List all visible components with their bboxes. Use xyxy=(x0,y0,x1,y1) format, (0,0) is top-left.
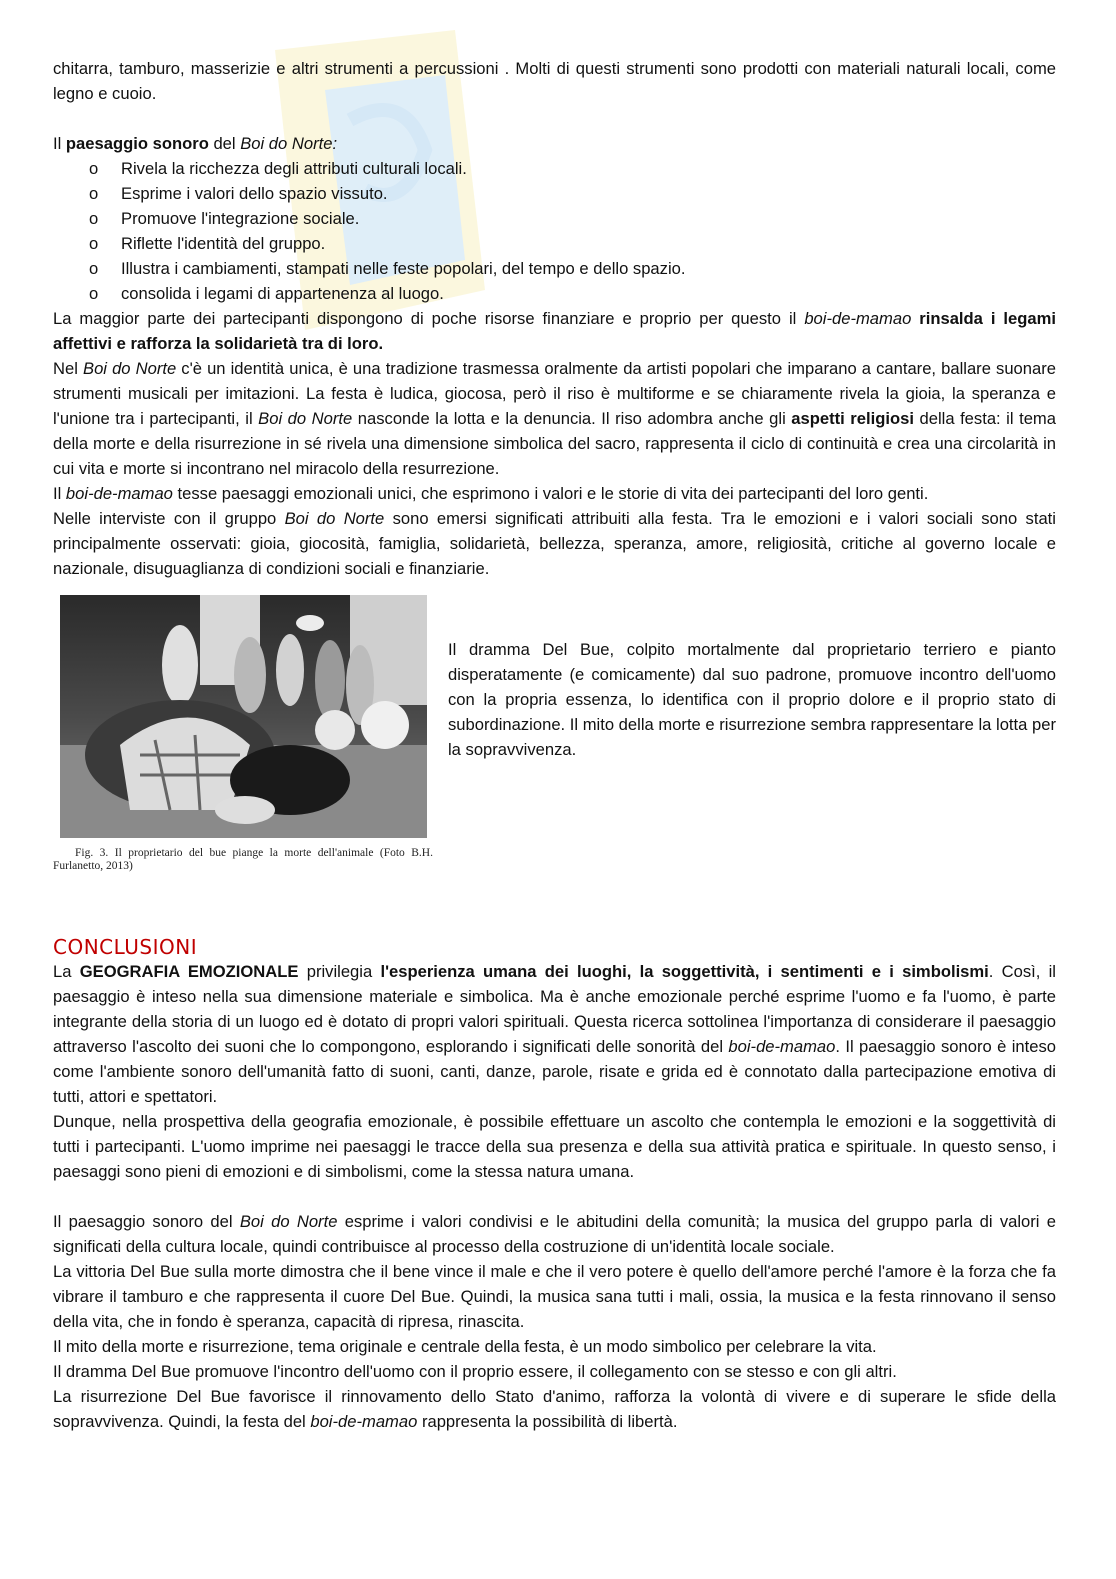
heading-conclusioni: CONCLUSIONI xyxy=(53,935,198,959)
list-item: o Illustra i cambiamenti, stampati nelle feste popolari, del tempo e dello spazio. xyxy=(89,259,686,278)
list-item: o Rivela la ricchezza degli attributi culturali locali. xyxy=(89,159,467,178)
paragraph-mito: Il mito della morte e risurrezione, tema originale e centrale della festa, è un modo simbolico per celebrare la vita. xyxy=(53,1337,877,1356)
figure-side-text: Il dramma Del Bue, colpito mortalmente dal proprietario terriero e pianto disperatamente (e comicamente) dal suo padrone, promuove incontro dell'uomo con la propria essenza, lo identifica con il proprio dolore e il proprio stato di subordinazione. Il mito della morte e risurrezione sembra rappresentare la lotta per la sopravvivenza. xyxy=(448,640,1056,759)
paragraph-paesaggio-sonoro: Il paesaggio sonoro del Boi do Norte esprime i valori condivisi e le abitudini della comunità; la musica del gruppo parla di valori e significati della cultura locale, quindi contribuisce al processo della costruzione di un'identità locale sociale. xyxy=(53,1212,1056,1256)
list-item: o consolida i legami di appartenenza al luogo. xyxy=(89,284,444,303)
paragraph-vittoria: La vittoria Del Bue sulla morte dimostra che il bene vince il male e che il vero potere è quello dell'amore perché l'amore è la forza che fa vibrare il tamburo e che rappresenta il cuore Del Bue. Quindi, la musica sana tutti i mali, ossia, la musica e la festa rinnovano il senso della vita, che in fondo è speranza, capacità di ripresa, rinascita. xyxy=(53,1262,1056,1331)
photo-boi-de-mamao xyxy=(60,595,427,838)
bullet-list xyxy=(53,156,1056,306)
paragraph-interviste: Nelle interviste con il gruppo Boi do Norte sono emersi significati attribuiti alla festa. Tra le emozioni e i valori sociali sono stati principalmente osservati: gioia, giocosità, famiglia, solidarietà, bellezza, speranza, amore, religiosità, critiche al governo locale e nazionale, disuguaglianza di condizioni sociali e finanziarie. xyxy=(53,509,1056,578)
figure-caption: Fig. 3. Il proprietario del bue piange la morte dell'animale (Foto B.H. Furlanetto, 2013) xyxy=(53,847,433,872)
paragraph-dramma: Il dramma Del Bue promuove l'incontro dell'uomo con il proprio essere, il collegamento con se stesso e con gli altri. xyxy=(53,1362,897,1381)
paragraph-risorse: La maggior parte dei partecipanti dispongono di poche risorse finanziare e proprio per questo il boi-de-mamao rinsalda i legami affettivi e rafforza la solidarietà tra di loro. xyxy=(53,309,1056,353)
paragraph-risurrezione: La risurrezione Del Bue favorisce il rinnovamento dello Stato d'animo, rafforza la volontà di vivere e di superare le sfide della sopravvivenza. Quindi, la festa del boi-de-mamao rappresenta la possibilità di libertà. xyxy=(53,1387,1056,1431)
paragraph-prospettiva: Dunque, nella prospettiva della geografia emozionale, è possibile effettuare un ascolto che contempla le emozioni e la soggettività di tutti i partecipanti. L'uomo imprime nei paesaggi le tracce della sua presenza e della sua attività pratica e spirituale. In questo senso, i paesaggi sono pieni di emozioni e di simbolismi, come la stessa natura umana. xyxy=(53,1112,1056,1181)
bold-paesaggio-sonoro: paesaggio sonoro xyxy=(65,134,209,153)
paragraph-geografia-emozionale: La GEOGRAFIA EMOZIONALE privilegia l'esperienza umana dei luoghi, la soggettività, i sentimenti e i simbolismi. Così, il paesaggio è inteso nella sua dimensione materiale e simbolica. Ma è anche emozionale perché esprime l'uomo e fa l'uomo, è parte integrante della storia di un luogo ed è dotato di propri valori spirituali. Questa ricerca sottolinea l'importanza di considerare il paesaggio attraverso l'ascolto dei suoni che lo compongono, esplorando i significati delle sonorità del boi-de-mamao. Il paesaggio sonoro è inteso come l'ambiente sonoro dell'umanità fatto di suoni, canti, danze, parole, risate e grida ed è connotato dalla partecipazione emotiva di tutti, attori e spettatori. xyxy=(53,962,1056,1106)
list-item: o Riflette l'identità del gruppo. xyxy=(89,234,326,253)
figure-row xyxy=(53,595,1056,935)
list-item: o Promuove l'integrazione sociale. xyxy=(89,209,360,228)
paragraph-intro: Il paesaggio sonoro del Boi do Norte: xyxy=(53,134,338,153)
paragraph-identita: Nel Boi do Norte c'è un identità unica, è una tradizione trasmessa oralmente da artisti popolari che imparano a cantare, ballare suonare strumenti musicali per imitazioni. La festa è ludica, giocosa, però il riso è multiforme e se chiaramente rivela la gioia, la speranza e l'unione tra i partecipanti, il Boi do Norte nasconde la lotta e la denuncia. Il riso adombra anche gli aspetti religiosi della festa: il tema della morte e della risurrezione in sé rivela una dimensione simbolica del sacro, rappresenta il ciclo di continuità e crea una circolarità in cui vita e morte si incontrano nel miracolo della resurrezione. xyxy=(53,359,1056,478)
paragraph-paesaggi-emozionali: Il boi-de-mamao tesse paesaggi emozionali unici, che esprimono i valori e le storie di vita dei partecipanti del loro genti. xyxy=(53,484,929,503)
list-item: o Esprime i valori dello spazio vissuto. xyxy=(89,184,388,203)
paragraph-strumenti: chitarra, tamburo, masserizie e altri strumenti a percussioni . Molti di questi strumenti sono prodotti con materiali naturali locali, come legno e cuoio. xyxy=(53,59,1056,103)
document-page xyxy=(53,56,1056,1434)
